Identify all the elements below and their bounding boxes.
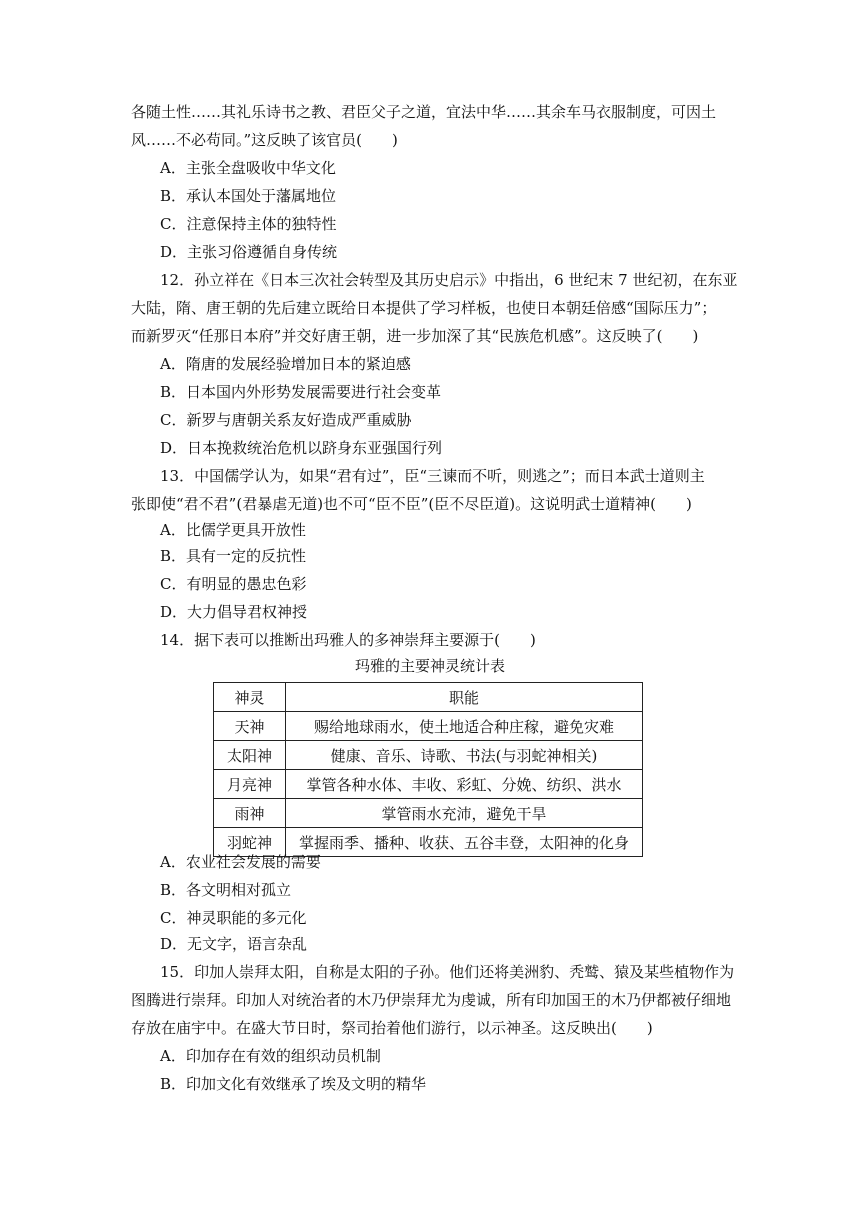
q14-option-d: D．无文字，语言杂乱 — [160, 935, 308, 953]
q13-stem-line-1: 13．中国儒学认为，如果“君有过”，臣“三谏而不听，则逃之”；而日本武士道则主 — [160, 467, 705, 485]
q15-option-b: B．印加文化有效继承了埃及文明的精华 — [160, 1075, 427, 1093]
q12-option-d: D．日本挽救统治危机以跻身东亚强国行列 — [160, 439, 443, 457]
q12-stem-line-1: 12．孙立祥在《日本三次社会转型及其历史启示》中指出，6 世纪末 7 世纪初，在东亚 — [160, 271, 738, 289]
header-function: 职能 — [286, 683, 643, 712]
deity-name: 月亮神 — [214, 770, 286, 799]
deity-function: 掌管各种水体、丰收、彩虹、分娩、纺织、洪水 — [286, 770, 643, 799]
q13-option-a: A．比儒学更具开放性 — [160, 521, 306, 539]
q13-option-d: D．大力倡导君权神授 — [160, 603, 308, 621]
deity-name: 羽蛇神 — [214, 828, 286, 857]
q14-option-b: B．各文明相对孤立 — [160, 881, 292, 899]
q13-option-b: B．具有一定的反抗性 — [160, 547, 307, 565]
q11-stem-line-1: 各随土性……其礼乐诗书之教、君臣父子之道，宜法中华……其余车马衣服制度，可因土 — [131, 103, 717, 121]
deity-function: 健康、音乐、诗歌、书法(与羽蛇神相关) — [286, 741, 643, 770]
table-row — [214, 799, 643, 828]
q12-option-c: C．新罗与唐朝关系友好造成严重威胁 — [160, 411, 412, 429]
q15-stem-line-3: 存放在庙宇中。在盛大节日时，祭司抬着他们游行，以示神圣。这反映出( ) — [131, 1019, 653, 1037]
q13-stem-line-2: 张即使“君不君”(君暴虐无道)也不可“臣不臣”(臣不尽臣道)。这说明武士道精神( ) — [131, 495, 692, 513]
q14-option-c: C．神灵职能的多元化 — [160, 909, 307, 927]
deity-name: 雨神 — [214, 799, 286, 828]
q15-option-a: A．印加存在有效的组织动员机制 — [160, 1047, 381, 1065]
deity-name: 太阳神 — [214, 741, 286, 770]
q11-option-c: C．注意保持主体的独特性 — [160, 215, 337, 233]
q12-stem-line-2: 大陆，隋、唐王朝的先后建立既给日本提供了学习样板，也使日本朝廷倍感“国际压力”； — [131, 299, 717, 317]
q11-option-d: D．主张习俗遵循自身传统 — [160, 243, 338, 261]
table-caption: 玛雅的主要神灵统计表 — [354, 657, 505, 675]
table-row — [214, 712, 643, 741]
header-deity: 神灵 — [214, 683, 286, 712]
q11-option-b: B．承认本国处于藩属地位 — [160, 187, 337, 205]
table-row — [214, 741, 643, 770]
q11-stem-line-2: 风……不必苟同。”这反映了该官员( ) — [131, 131, 398, 149]
deity-function: 赐给地球雨水，使土地适合种庄稼，避免灾难 — [286, 712, 643, 741]
q13-option-c: C．有明显的愚忠色彩 — [160, 575, 307, 593]
q11-option-a: A．主张全盘吸收中华文化 — [160, 159, 336, 177]
q14-stem-line-1: 14．据下表可以推断出玛雅人的多神崇拜主要源于( ) — [160, 631, 536, 649]
deity-name: 天神 — [214, 712, 286, 741]
q15-stem-line-2: 图腾进行崇拜。印加人对统治者的木乃伊崇拜尤为虔诚，所有印加国王的木乃伊都被仔细地 — [131, 991, 732, 1009]
q14-option-a: A．农业社会发展的需要 — [160, 853, 321, 871]
deity-function: 掌管雨水充沛，避免干旱 — [286, 799, 643, 828]
deity-table — [213, 682, 643, 857]
table-header-row — [214, 683, 643, 712]
q15-stem-line-1: 15．印加人崇拜太阳，自称是太阳的子孙。他们还将美洲豹、秃鹫、猿及某些植物作为 — [160, 963, 735, 981]
q12-stem-line-3: 而新罗灭“任那日本府”并交好唐王朝，进一步加深了其“民族危机感”。这反映了( ) — [131, 327, 699, 345]
deity-function: 掌握雨季、播种、收获、五谷丰登，太阳神的化身 — [286, 828, 643, 857]
table-row — [214, 770, 643, 799]
q12-option-a: A．隋唐的发展经验增加日本的紧迫感 — [160, 355, 411, 373]
q12-option-b: B．日本国内外形势发展需要进行社会变革 — [160, 383, 442, 401]
